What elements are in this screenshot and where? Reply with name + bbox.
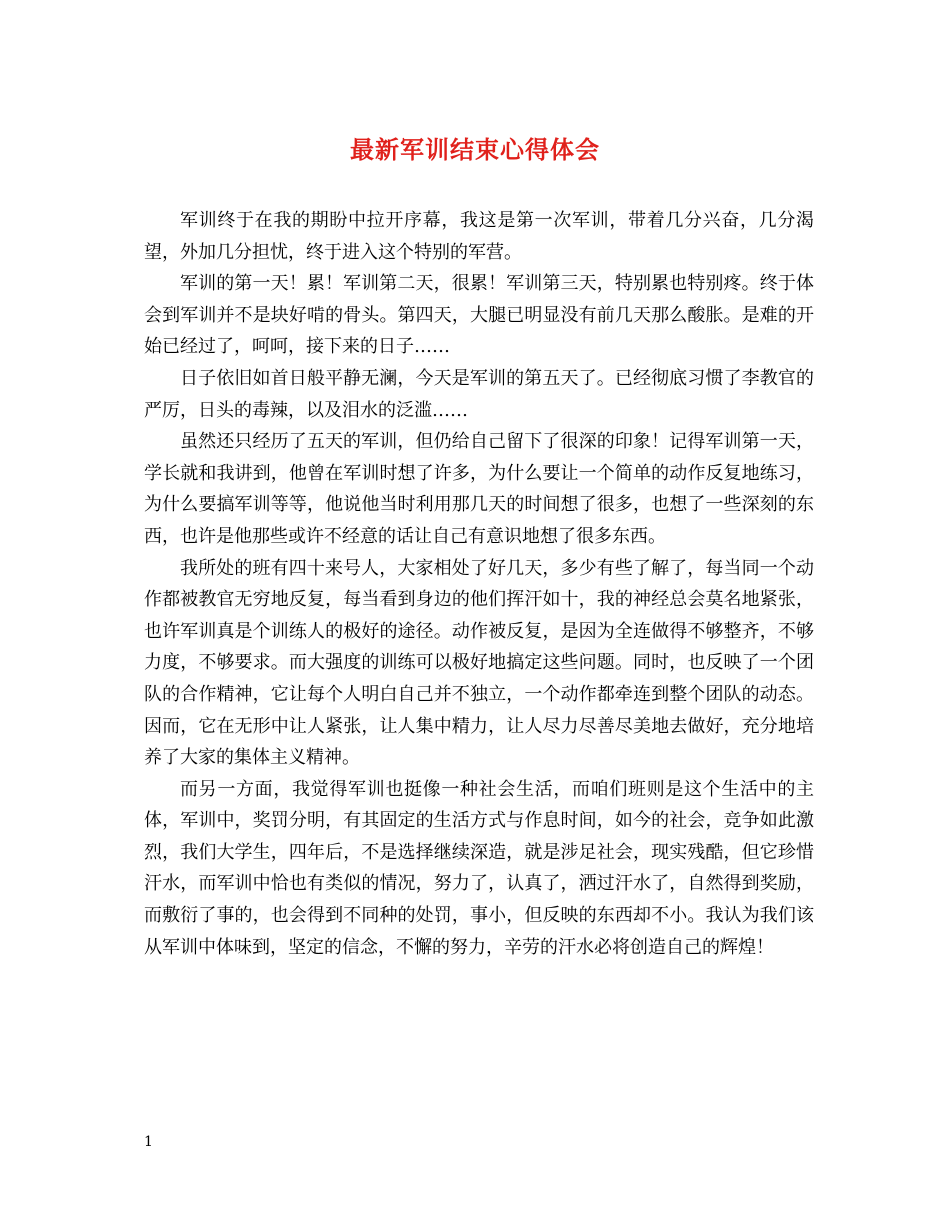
paragraph: 军训的第一天！累！军训第二天，很累！军训第三天，特别累也特别疼。终于体会到军训并不是块好啃的骨头。第四天，大腿已明显没有前几天那么酸胀。是难的开始已经过了，呵呵，接下来的日子……: [144, 273, 814, 358]
paragraph: 军训终于在我的期盼中拉开序幕，我这是第一次军训，带着几分兴奋，几分渴望，外加几分担忧，终于进入这个特别的军营。: [144, 210, 814, 263]
paragraph: 我所处的班有四十来号人，大家相处了好几天，多少有些了解了，每当同一个动作都被教官无穷地反复，每当看到身边的他们挥汗如十，我的神经总会莫名地紧张，也许军训真是个训练人的极好的途径。动作被反复，是因为全连做得不够整齐，不够力度，不够要求。而大强度的训练可以极好地搞定这些问题。同时，也反映了一个团队的合作精神，它让每个人明白自己并不独立，一个动作都牵连到整个团队的动态。因而，它在无形中让人紧张，让人集中精力，让人尽力尽善尽美地去做好，充分地培养了大家的集体主义精神。: [144, 557, 814, 769]
paragraph: 日子依旧如首日般平静无澜，今天是军训的第五天了。已经彻底习惯了李教官的严厉，日头的毒辣，以及泪水的泛滥……: [144, 367, 814, 421]
page-number: 1: [144, 1134, 153, 1150]
document-body: [144, 205, 814, 963]
paragraph: 而另一方面，我觉得军训也挺像一种社会生活，而咱们班则是这个生活中的主体，军训中，奖罚分明，有其固定的生活方式与作息时间，如今的社会，竞争如此激烈，我们大学生，四年后，不是选择继续深造，就是涉足社会，现实残酷，但它珍惜汗水，而军训中恰也有类似的情况，努力了，认真了，洒过汗水了，自然得到奖励，而敷衍了事的，也会得到不同种的处罚，事小，但反映的东西却不小。我认为我们该从军训中体味到，坚定的信念，不懈的努力，辛劳的汗水必将创造自己的辉煌！: [144, 778, 814, 958]
document-title: 最新军训结束心得体会: [350, 135, 600, 164]
paragraph: 虽然还只经历了五天的军训，但仍给自己留下了很深的印象！记得军训第一天，学长就和我讲到，他曾在军训时想了许多，为什么要让一个简单的动作反复地练习，为什么要搞军训等等，他说他当时利用那几天的时间想了很多，也想了一些深刻的东西，也许是他那些或许不经意的话让自己有意识地想了很多东西。: [144, 431, 814, 547]
